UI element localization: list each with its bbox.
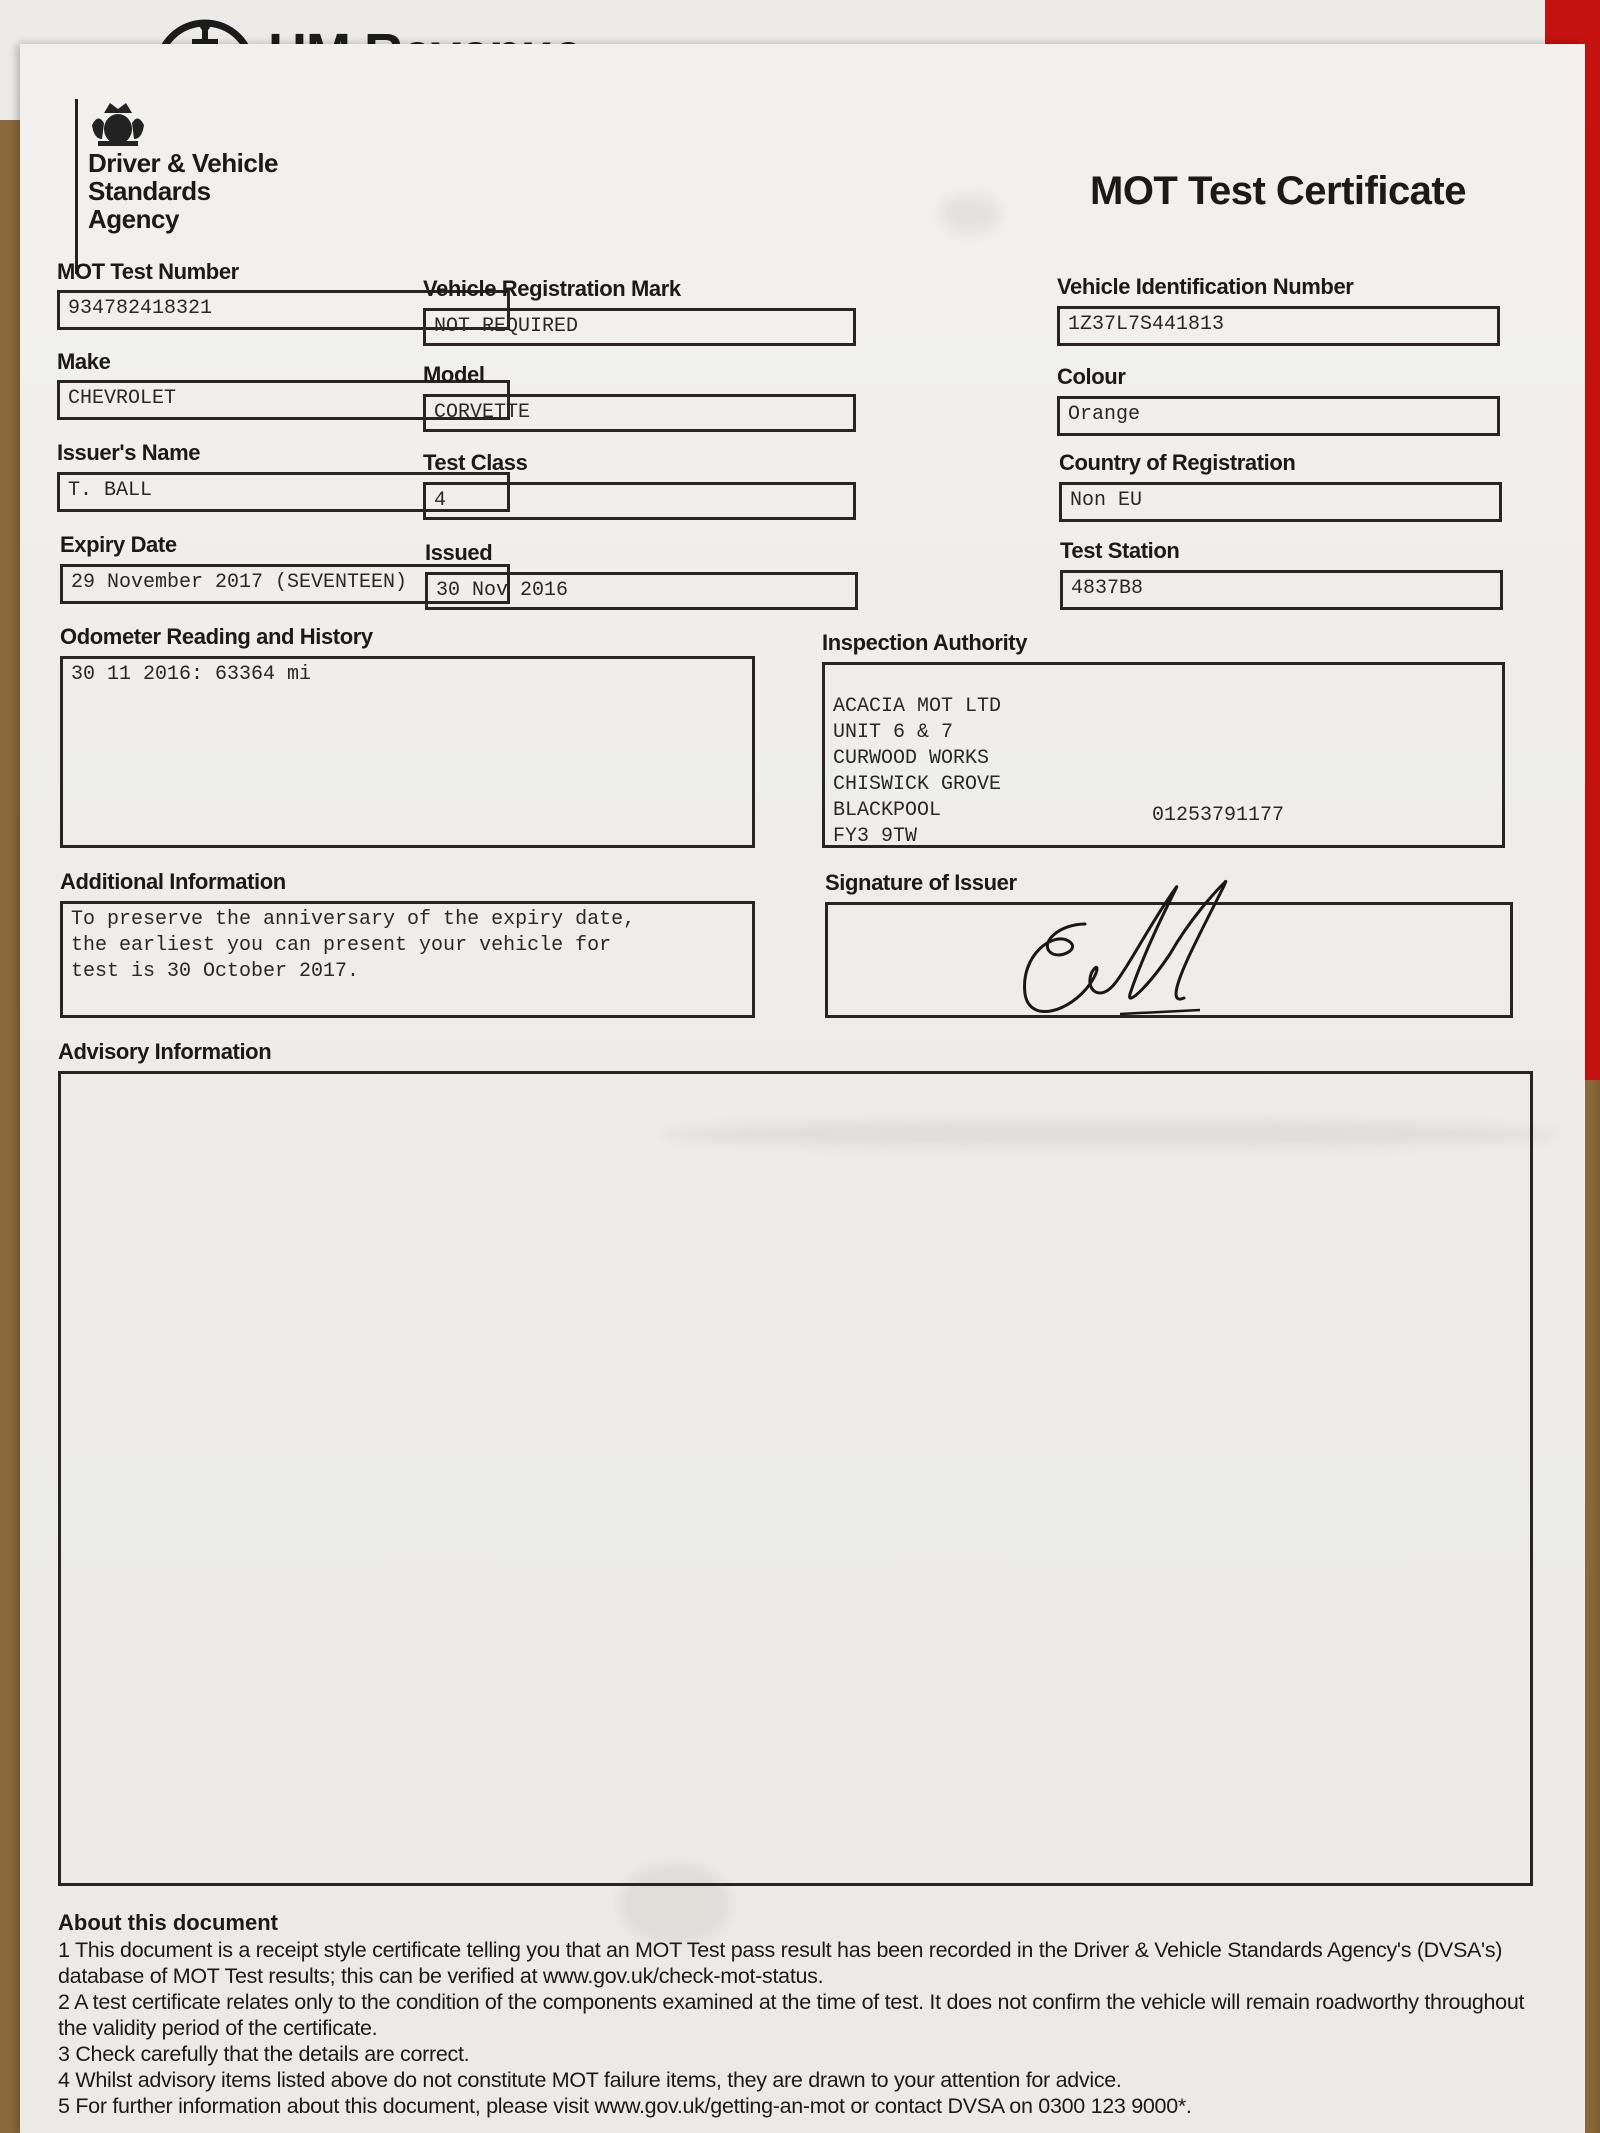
about-note-4: 4 Whilst advisory items listed above do not constitute MOT failure items, they are drawn to your attention for advice. xyxy=(58,2068,1122,2092)
smudge-mark xyxy=(940,194,1000,234)
agency-divider xyxy=(75,99,78,274)
mot-test-number-label: MOT Test Number xyxy=(57,259,239,284)
signature-label: Signature of Issuer xyxy=(825,870,1017,895)
additional-info-label: Additional Information xyxy=(60,869,286,894)
advisory-info-label: Advisory Information xyxy=(58,1039,272,1064)
model-field: CORVETTE xyxy=(423,394,856,432)
certificate-title: MOT Test Certificate xyxy=(1090,169,1466,213)
advisory-info-field xyxy=(58,1071,1533,1886)
about-title: About this document xyxy=(58,1910,278,1935)
vehicle-registration-field: NOT REQUIRED xyxy=(423,308,856,346)
mot-certificate xyxy=(20,44,1585,2133)
inspection-authority-label: Inspection Authority xyxy=(822,630,1028,655)
about-note-5: 5 For further information about this document, please visit www.gov.uk/getting-an-mot or contact DVSA on 0300 123 9000*. xyxy=(58,2094,1192,2118)
model-label: Model xyxy=(423,362,485,387)
issued-label: Issued xyxy=(425,540,493,565)
expiry-date-label: Expiry Date xyxy=(60,532,177,557)
issuer-signature xyxy=(1000,864,1270,1029)
about-note-2: 2 A test certificate relates only to the condition of the components examined at the time of test. It does not confirm the vehicle will remain roadworthy throughout the validity period of the certificate. xyxy=(58,1990,1525,2040)
make-label: Make xyxy=(57,349,111,374)
expiry-date-field: 29 November 2017 (SEVENTEEN) xyxy=(60,564,510,604)
odometer-label: Odometer Reading and History xyxy=(60,624,373,649)
royal-crest-icon xyxy=(88,99,148,147)
vehicle-registration-label: Vehicle Registration Mark xyxy=(423,276,681,301)
inspection-authority-field xyxy=(822,662,1505,848)
about-note-3: 3 Check carefully that the details are correct. xyxy=(58,2042,470,2066)
agency-name: Driver & Vehicle Standards Agency xyxy=(88,148,278,234)
country-field: Non EU xyxy=(1059,482,1502,522)
test-station-field: 4837B8 xyxy=(1060,570,1503,610)
test-class-field: 4 xyxy=(423,482,856,520)
inspection-authority-phone: 01253791177 xyxy=(1151,804,1284,827)
vin-field: 1Z37L7S441813 xyxy=(1057,306,1500,346)
make-field: CHEVROLET xyxy=(57,380,510,420)
issued-field: 30 Nov 2016 xyxy=(425,572,858,610)
test-station-label: Test Station xyxy=(1060,538,1180,563)
about-note-1: 1 This document is a receipt style certificate telling you that an MOT Test pass result has been recorded in the Driver & Vehicle Standards Agency's (DVSA's) database of MOT Test results; this can be verified at www.gov.uk/check-mot-status. xyxy=(58,1938,1503,1988)
inspection-authority-address: ACACIA MOT LTD UNIT 6 & 7 CURWOOD WORKS CHISWICK GROVE BLACKPOOL FY3 9TW xyxy=(833,695,1002,848)
issuers-name-field: T. BALL xyxy=(57,472,510,512)
issuers-name-label: Issuer's Name xyxy=(57,440,201,465)
country-label: Country of Registration xyxy=(1059,450,1296,475)
colour-label: Colour xyxy=(1057,364,1126,389)
colour-field: Orange xyxy=(1057,396,1500,436)
mot-test-number-field: 934782418321 xyxy=(57,290,510,330)
additional-info-field: To preserve the anniversary of the expiry date, the earliest you can present your vehicle for test is 30 October 2017. xyxy=(60,901,755,1018)
vin-label: Vehicle Identification Number xyxy=(1057,274,1354,299)
test-class-label: Test Class xyxy=(423,450,528,475)
odometer-field: 30 11 2016: 63364 mi xyxy=(60,656,755,848)
